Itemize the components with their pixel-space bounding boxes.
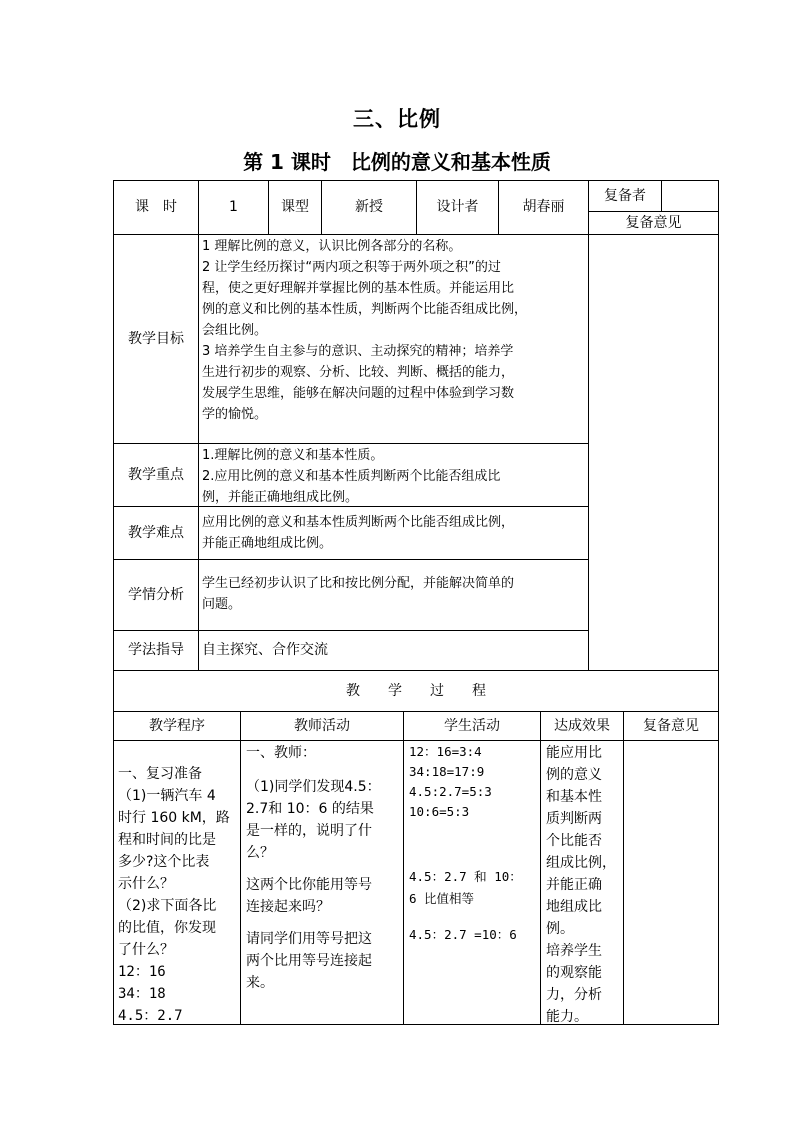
key-line: 例，并能正确地组成比例。 [202,490,359,505]
program-line: 时行 160 kM，路 [118,810,230,826]
program-line: 了什么？ [118,942,174,958]
goal-content [202,236,586,425]
student-line [409,854,539,866]
student-line: 6 比值相等 [409,891,475,906]
goal-label: 教学目标 [128,330,184,347]
goal-line: 2 让学生经历探讨“两内项之积等于两外项之积”的过 [202,260,501,275]
teacher-line: 来。 [246,975,274,991]
difficulty-content [202,512,586,554]
col-fubei: 复备意见 [643,717,699,734]
program-line: 4.5：2.7 [118,1008,183,1024]
difficulty-line: 并能正确地组成比例。 [202,536,333,551]
effect-line: 质判断两 [546,811,602,827]
effect-line: 例。 [546,921,574,937]
keshi-value: 1 [229,199,238,215]
program-line: 34：18 [118,986,166,1002]
program-line: 程和时间的比是 [118,832,216,848]
analysis-line: 问题。 [202,597,242,612]
keshi-label: 课 时 [135,199,177,215]
teacher-line: 么？ [246,845,274,861]
goal-line: 学的愉悦。 [202,407,268,422]
effect-line: 力，分析 [546,987,602,1003]
program-line: 一、复习准备 [118,766,202,782]
effect-line: 的观察能 [546,965,602,981]
effect-line: 地组成比 [546,899,602,915]
teacher-line [246,764,402,776]
kexing-label: 课型 [281,199,309,215]
analysis-label: 学情分析 [128,586,184,603]
analysis-line: 学生已经初步认识了比和按比例分配，并能解决简单的 [202,576,515,591]
student-content [409,742,539,946]
process-heading: 教 学 过 程 [346,682,486,699]
goal-line: 1 理解比例的意义，认识比例各部分的名称。 [202,239,462,254]
difficulty-line: 应用比例的意义和基本性质判断两个比能否组成比例， [202,515,515,530]
effect-line: 能应用比 [546,745,602,761]
lesson-subtitle: 第 1 课时 比例的意义和基本性质 [243,150,551,174]
key-line: 1.理解比例的意义和基本性质。 [202,448,384,463]
student-line: 10:6=5:3 [409,804,470,819]
teacher-line: 是一样的，说明了什 [246,823,372,839]
teacher-line: 请同学们用等号把这 [246,931,372,947]
student-line [409,822,539,838]
document-title: 三、比例 [353,107,441,131]
teacher-line: 两个比用等号连接起 [246,953,372,969]
fubei-yijian-label: 复备意见 [625,214,682,231]
goal-line: 3 培养学生自主参与的意识、主动探究的精神；培养学 [202,344,514,359]
program-line: 12：16 [118,964,166,980]
goal-line: 例的意义和比例的基本性质，判断两个比能否组成比例， [202,302,528,317]
program-line: 示什么？ [118,876,174,892]
effect-line: 和基本性 [546,789,602,805]
effect-line: 个比能否 [546,833,602,849]
effect-line: 培养学生 [546,943,602,959]
goal-line: 程，使之更好理解并掌握比例的基本性质。并能运用比 [202,281,515,296]
method-label: 学法指导 [128,642,184,658]
teacher-line: 2.7和 10：6 的结果 [246,801,374,817]
effect-line: 组成比例， [546,855,616,871]
analysis-content [202,573,586,615]
teacher-line: （1)同学们发现4.5： [246,779,381,795]
method-value: 自主探究、合作交流 [202,642,328,658]
teacher-line: 一、教师： [246,745,316,761]
fubeizhe-label: 复备者 [604,187,646,204]
student-line: 4.5：2.7 和 10： [409,869,522,884]
teacher-line [246,918,402,928]
kexing-value: 新授 [355,199,383,215]
student-line: 4.5：2.7 =10：6 [409,927,517,942]
key-line: 2.应用比例的意义和基本性质判断两个比能否组成比 [202,469,501,484]
program-line: 多少?这个比表 [118,854,210,870]
difficulty-label: 教学难点 [128,524,184,541]
student-line: 34:18=17:9 [409,764,485,779]
program-content [118,763,238,1027]
teacher-line [246,864,402,874]
goal-line: 发展学生思维，能够在解决问题的过程中体验到学习数 [202,386,515,401]
program-line: （1)一辆汽车 4 [118,788,216,804]
teacher-line: 连接起来吗？ [246,899,330,915]
teacher-line: 这两个比你能用等号 [246,877,372,893]
designer-value: 胡春丽 [522,199,565,215]
effect-content [546,742,622,1028]
goal-line: 会组比例。 [202,323,268,338]
key-label: 教学重点 [128,466,184,483]
teacher-content [246,742,402,994]
key-content [202,445,586,508]
student-line: 4.5:2.7=5:3 [409,784,492,799]
effect-line: 例的意义 [546,767,602,783]
col-student: 学生活动 [444,717,500,734]
designer-label: 设计者 [436,199,479,215]
program-line: 的比值，你发现 [118,920,216,936]
student-line: 12：16=3:4 [409,744,482,759]
effect-line: 并能正确 [546,877,602,893]
student-line [409,910,539,924]
program-line: （2)求下面各比 [118,898,217,914]
col-program: 教学程序 [149,717,205,734]
col-effect: 达成效果 [554,717,610,734]
col-teacher: 教师活动 [294,717,350,734]
student-line [409,838,539,854]
effect-line: 能力。 [546,1009,588,1025]
goal-line: 生进行初步的观察、分析、比较、判断、概括的能力， [202,365,515,380]
